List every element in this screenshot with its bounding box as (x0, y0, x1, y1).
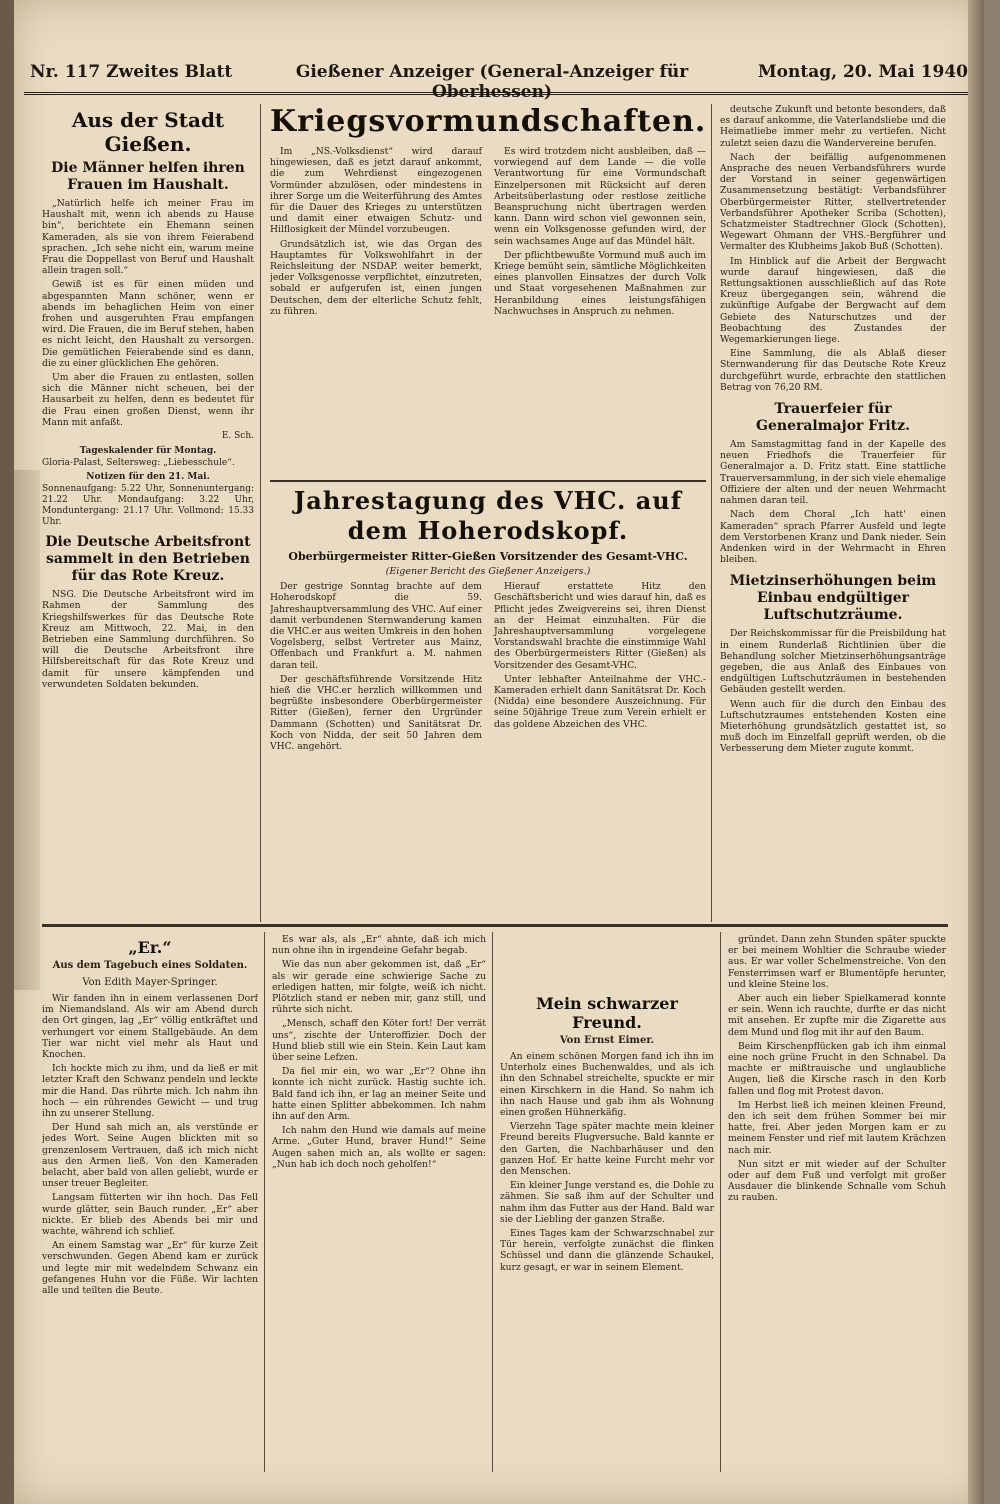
feuilleton-rule (42, 924, 948, 927)
headline-rule (270, 480, 706, 482)
column-rule (711, 104, 712, 922)
story-paragraph: Ich nahm den Hund wie damals auf meine Arme. „Guter Hund, braver Hund!“ Seine Augen sahen mich an, als wollte er sagen: „Nun hab ich doch noch geholfen!“ (272, 1125, 486, 1170)
story-author: Von Edith Mayer-Springer. (82, 977, 218, 988)
notes-text: Sonnenaufgang: 5.22 Uhr, Sonnenuntergang: 21.22 Uhr. Mondaufgang: 3.22 Uhr, Monduntergang: 21.17 Uhr. Vollmond: 15.33 Uhr. (42, 484, 254, 528)
story-paragraph: Wie das nun aber gekommen ist, daß „Er“ als wir gerade eine schwierige Sache zu erledigen hatten, mir folgte, weiß ich nicht. Plötzlich stand er neben mir, ganz still, und rührte sich nicht. (272, 959, 486, 1016)
story-er-continued (272, 934, 486, 1474)
story-schwarzer-freund (500, 934, 714, 1474)
newspaper-name: Gießener Anzeiger (General-Anzeiger für Oberhessen) (295, 62, 689, 102)
notes-title: Notizen für den 21. Mai. (86, 472, 210, 483)
issue-label: Nr. 117 Zweites Blatt (30, 62, 233, 82)
calendar-title: Tageskalender für Montag. (79, 446, 217, 457)
story-paragraph: Ich hockte mich zu ihm, und da ließ er mit letzter Kraft den Schwanz pendeln und leckte mir die Hand. Das rührte mich. Ich nahm ihn hoch — ein rührendes Gewicht — und trug ihn zu unserer Stellung. (42, 1063, 258, 1120)
article-columns (270, 581, 706, 916)
article-paragraph: Gewiß ist es für einen müden und abgespannten Mann schöner, wenn er abends im behaglichen Heim von einer frohen und ausgeruhten Frau empfangen wird. Die Frauen, die im Beruf stehen, haben es nicht leicht, den Haushalt zu versorgen. Die gemütlichen Feierabende sind es dann, die zu einer glücklichen Ehe gehören. (42, 279, 254, 369)
article-paragraph: Der Reichskommissar für die Preisbildung hat in einem Runderlaß Richtlinien über die Behandlung solcher Mietzinserhöhungsanträge gegeben, die aus Anlaß des Einbaues von endgültigen Luftschutzräumen in bestehenden Gebäuden gestellt werden. (720, 628, 946, 696)
column-rule (720, 932, 721, 1472)
story-title: „Er.“ (128, 938, 172, 957)
source-note: (Eigener Bericht des Gießener Anzeigers.) (385, 566, 591, 577)
article-paragraph: Nach dem Choral „Ich hatt' einen Kameraden“ sprach Pfarrer Ausfeld und legte dem Verstorbenen Kranz und Dank nieder. Sein Andenken wird in der Wehrmacht in Ehren bleiben. (720, 509, 946, 566)
article-paragraph: Der gestrige Sonntag brachte auf dem Hoherodskopf die 59. Jahreshauptversammlung des VHC. Auf einer damit verbundenen Sternwanderung kamen die VHC.er aus weiten Umkreis in den hohen Vogelsberg, selbst Vertreter aus Mainz, Offenbach und Frankfurt a. M. nahmen daran teil. (270, 581, 482, 671)
column-rule (260, 104, 261, 922)
article-title: Trauerfeier für Generalmajor Fritz. (756, 401, 910, 435)
calendar-block (42, 446, 254, 528)
scan-edge-left (0, 0, 14, 1504)
story-paragraph: Der Hund sah mich an, als verstünde er jedes Wort. Seine Augen blickten mit so grenzenlosem Vertrauen, daß ich mich nicht aus den Armen ließ. Von den Kameraden belacht, aber bald von allen geliebt, wurde er unser treuer Begleiter. (42, 1122, 258, 1190)
article-paragraph: Wenn auch für die durch den Einbau des Luftschutzraumes entstehenden Kosten eine Mieterhöhung grundsätzlich gestattet ist, so muß doch im Einzelfall geprüft werden, ob die Verbesserung dem Mieter zugute kommt. (720, 698, 946, 755)
masthead (24, 58, 974, 102)
story-paragraph: Es war als, als „Er“ ahnte, daß ich mich nun ohne ihn in irgendeine Gefahr begab. (272, 934, 486, 957)
article-paragraph: „Natürlich helfe ich meiner Frau im Haushalt mit, wenn ich abends zu Hause bin“, berichtete ein Ehemann seinen Kameraden, als sie von ihrem Feierabend sprachen. „Ich sehe nicht ein, warum meine Frau die Doppellast von Beruf und Haushalt allein tragen soll.“ (42, 198, 254, 277)
story-paragraph: An einem Samstag war „Er“ für kurze Zeit verschwunden. Gegen Abend kam er zurück und legte mir mit wedelndem Schwanz ein gefangenes Huhn vor die Füße. Wir lachten alle und teilten die Beute. (42, 1240, 258, 1297)
article-kriegsvormundschaften (270, 104, 706, 474)
story-schwarzer-freund-continued (728, 934, 946, 1474)
story-paragraph: „Mensch, schaff den Köter fort! Der verrät uns“, zischte der Unteroffizier. Doch der Hund blieb still wie ein Stein. Kein Laut kam über seine Lefzen. (272, 1018, 486, 1064)
story-paragraph: Aber auch ein lieber Spielkamerad konnte er sein. Wenn ich rauchte, durfte er das nicht mit ansehen. Er zupfte mir die Zigarette aus dem Mund und flog mit ihr auf den Baum. (728, 993, 946, 1038)
headline: Jahrestagung des VHC. auf dem Hoherodskopf. (293, 486, 683, 545)
article-paragraph: deutsche Zukunft und betonte besonders, daß es darauf ankomme, die Vaterlandsliebe und die Heimatliebe immer mehr zu vertiefen. Nicht zuletzt seien dazu die Wandervereine berufen. (720, 104, 946, 149)
story-subtitle: Aus dem Tagebuch eines Soldaten. (52, 960, 248, 971)
article-paragraph: Hierauf erstattete Hitz den Geschäftsbericht und wies darauf hin, daß es Pflicht jedes Zweigvereins sei, ihren Dienst an der Heimat einzuhalten. Für die Jahreshauptversammlung vorgelegene Vorstandswahl brachte die einstimmige Wahl des Oberbürgermeisters Ritter (Gießen) als Vorsitzender des Gesamt-VHC. (494, 581, 706, 671)
story-er (42, 934, 258, 1474)
article-paragraph: Es wird trotzdem nicht ausbleiben, daß — vorwiegend auf dem Lande — die volle Verantwortung für eine Vormundschaft Einzelpersonen mit Rücksicht auf deren Arbeitsüberlastung oder restlose zeitliche Beanspruchung nicht übertragen werden kann. Dann wird schon viel gewonnen sein, wenn ein Volksgenosse gefunden wird, der sein wachsames Auge auf das Mündel hält. (494, 146, 706, 247)
article-title: Die Deutsche Arbeitsfront sammelt in den Betrieben für das Rote Kreuz. (45, 534, 251, 585)
article-paragraph: Eine Sammlung, die als Ablaß dieser Sternwanderung für das Deutsche Rote Kreuz durchgeführt wurde, erbrachte den stattlichen Betrag von 76,20 RM. (720, 348, 946, 393)
column-rule (492, 932, 493, 1472)
torn-page-remnant (14, 470, 40, 990)
subheadline: Oberbürgermeister Ritter-Gießen Vorsitzender des Gesamt-VHC. (288, 550, 688, 563)
headline: Kriegsvormundschaften. (270, 104, 706, 139)
calendar-line: Gloria-Palast, Seltersweg: „Liebesschule“. (42, 458, 235, 469)
article-paragraph: Im Hinblick auf die Arbeit der Bergwacht wurde darauf hingewiesen, daß die Rettungsaktionen ausschließlich auf das Rote Kreuz übergegangen sein, während die zukünftige Aufgabe der Bergwacht auf dem Gebiete des Naturschutzes und der Beobachtung des Zustandes der Wegemarkierungen liege. (720, 255, 946, 346)
article-title: Die Männer helfen ihren Frauen im Haushalt. (51, 160, 245, 193)
article-paragraph: NSG. Die Deutsche Arbeitsfront wird im Rahmen der Sammlung des Kriegshilfswerkes für das Deutsche Rote Kreuz am Mittwoch, 22. Mai, in den Betrieben eine Sammlung durchführen. So will die Deutsche Arbeitsfront ihre Hilfsbereitschaft für das Rote Kreuz und damit für unsere kämpfenden und verwundeten Soldaten bekunden. (42, 589, 254, 690)
story-title: Mein schwarzer Freund. (536, 994, 678, 1032)
column-local-news (42, 108, 254, 918)
newspaper-page (14, 0, 984, 1504)
story-paragraph: An einem schönen Morgen fand ich ihn im Unterholz eines Buchenwaldes, und als ich ihn den Schnabel streichelte, spuckte er mir einen Kirschkern in die Hand. So nahm ich ihn nach Hause und gab ihm als Wohnung einen großen Hühnerkäfig. (500, 1051, 714, 1119)
story-paragraph: Da fiel mir ein, wo war „Er“? Ohne ihn konnte ich nicht zurück. Hastig suchte ich. Bald fand ich ihn, er lag an meiner Seite und hatte einen Splitter abbekommen. Ich nahm ihn auf den Arm. (272, 1066, 486, 1123)
article-paragraph: Der pflichtbewußte Vormund muß auch im Kriege bemüht sein, sämtliche Möglichkeiten eines planvollen Einsatzes der durch Volk und Staat vorgesehenen Maßnahmen zur Heranbildung eines leistungsfähigen Nachwuchses in Anspruch zu nehmen. (494, 249, 706, 317)
column-rule (264, 932, 265, 1472)
article-signature: E. Sch. (221, 431, 254, 442)
story-paragraph: Ein kleiner Junge verstand es, die Dohle zu zähmen. Sie saß ihm auf der Schulter und nahm ihm das Futter aus der Hand. Bald war sie der Liebling der ganzen Straße. (500, 1180, 714, 1225)
story-paragraph: Beim Kirschenpflücken gab ich ihm einmal eine noch grüne Frucht in den Schnabel. Da machte er mißtrauische und unglaubliche Augen, ließ die Kirsche rasch in den Korb fallen und flog mit Protest davon. (728, 1040, 946, 1097)
story-author: Von Ernst Eimer. (559, 1035, 655, 1046)
article-vhc (270, 486, 706, 916)
story-paragraph: Wir fanden ihn in einem verlassenen Dorf im Niemandsland. Als wir am Abend durch den Ort gingen, lag „Er“ völlig entkräftet und verhungert vor einem Stallgebäude. An dem Tier war nicht viel mehr als Haut und Knochen. (42, 993, 258, 1061)
section-title: Aus der Stadt Gießen. (71, 108, 225, 156)
story-paragraph: Eines Tages kam der Schwarzschnabel zur Tür herein, verfolgte zunächst die flinken Schüssel und dann die glänzende Schaukel, kurz gesagt, er war in seinem Element. (500, 1228, 714, 1273)
story-paragraph: gründet. Dann zehn Stunden später spuckte er bei meinem Wohltier die Schraube wieder aus. Er war voller Schelmenstreiche. Von den Fensterrimsen warf er Blumentöpfe herunter, und kleine Steine los. (728, 934, 946, 990)
story-paragraph: Im Herbst ließ ich meinen kleinen Freund, den ich seit dem frühen Sommer bei mir hatte, frei. Aber jeden Morgen kam er zu meinem Fenster und rief mit lautem Krächzen nach mir. (728, 1099, 946, 1156)
story-paragraph: Langsam fütterten wir ihn hoch. Das Fell wurde glätter, sein Bauch runder. „Er“ aber nickte. Er blieb des Abends bei mir und wachte, während ich schlief. (42, 1192, 258, 1238)
article-paragraph: Unter lebhafter Anteilnahme der VHC.-Kameraden erhielt dann Sanitätsrat Dr. Koch (Nidda) eine besondere Auszeichnung. Für seine 50jährige Treue zum Verein erhielt er das goldene Abzeichen des VHC. (494, 673, 706, 730)
article-title: Mietzinserhöhungen beim Einbau endgültiger Luftschutzräume. (729, 573, 937, 624)
story-paragraph: Nun sitzt er mit wieder auf der Schulter oder auf dem Fuß und verfolgt mit großer Ausdauer die blinkende Schnalle vom Schuh zu rauben. (728, 1158, 946, 1204)
article-paragraph: Am Samstagmittag fand in der Kapelle des neuen Friedhofs die Trauerfeier für Generalmajor a. D. Fritz statt. Eine stattliche Trauerversammlung, in der sich viele ehemalige Offiziere der alten und der neuen Wehrmacht nahmen daran teil. (720, 439, 946, 507)
scan-edge-right (968, 0, 984, 1504)
article-paragraph: Im „NS.-Volksdienst“ wird darauf hingewiesen, daß es jetzt darauf ankommt, die zum Wehrdienst eingezogenen Vormünder abzulösen, oder mindestens in ihrer Sorge um die Weiterführung des Amtes für die Dauer des Krieges zu unterstützen und damit einer etwaigen Schutz- und Hilflosigkeit der Mündel vorzubeugen. (270, 146, 482, 236)
article-paragraph: Um aber die Frauen zu entlasten, sollen sich die Männer nicht scheuen, bei der Hausarbeit zu helfen, denn es bedeutet für die Frau einen großen Dienst, wenn ihr Mann mit anfaßt. (42, 372, 254, 428)
story-paragraph: Vierzehn Tage später machte mein kleiner Freund bereits Flugversuche. Bald kannte er den Garten, die Nachbarhäuser und den ganzen Hof. Er hatte keine Furcht mehr vor den Menschen. (500, 1121, 714, 1178)
article-paragraph: Nach der beifällig aufgenommenen Ansprache des neuen Verbandsführers wurde der Vorstand in seiner gegenwärtigen Zusammensetzung bestätigt: Verbandsführer Oberbürgermeister Ritter, stellvertretender Verbandsführer Apotheker Scriba (Schotten), Schatzmeister Stadtrechner Glock (Schotten), Wegewart Ohmann der VHS.-Bergführer und Vermalter des Klubheims Jakob Buß (Schotten). (720, 151, 946, 253)
article-columns (270, 146, 706, 466)
article-paragraph: Grundsätzlich ist, wie das Organ des Hauptamtes für Volkswohlfahrt in der Reichsleitung der NSDAP. weiter bemerkt, jeder Volksgenosse verpflichtet, einzutreten, sobald er aufgerufen ist, einen jungen Deutschen, dem der elterliche Schutz fehlt, zu führen. (270, 238, 482, 317)
column-right (720, 104, 946, 918)
issue-date: Montag, 20. Mai 1940 (757, 62, 968, 82)
article-paragraph: Der geschäftsführende Vorsitzende Hitz hieß die VHC.er herzlich willkommen und begrüßte insbesondere Oberbürgermeister Ritter (Gießen), ferner den Urgründer Dammann (Schotten) und Sanitätsrat Dr. Koch von Nidda, der seit 50 Jahren dem VHC. angehört. (270, 673, 482, 753)
